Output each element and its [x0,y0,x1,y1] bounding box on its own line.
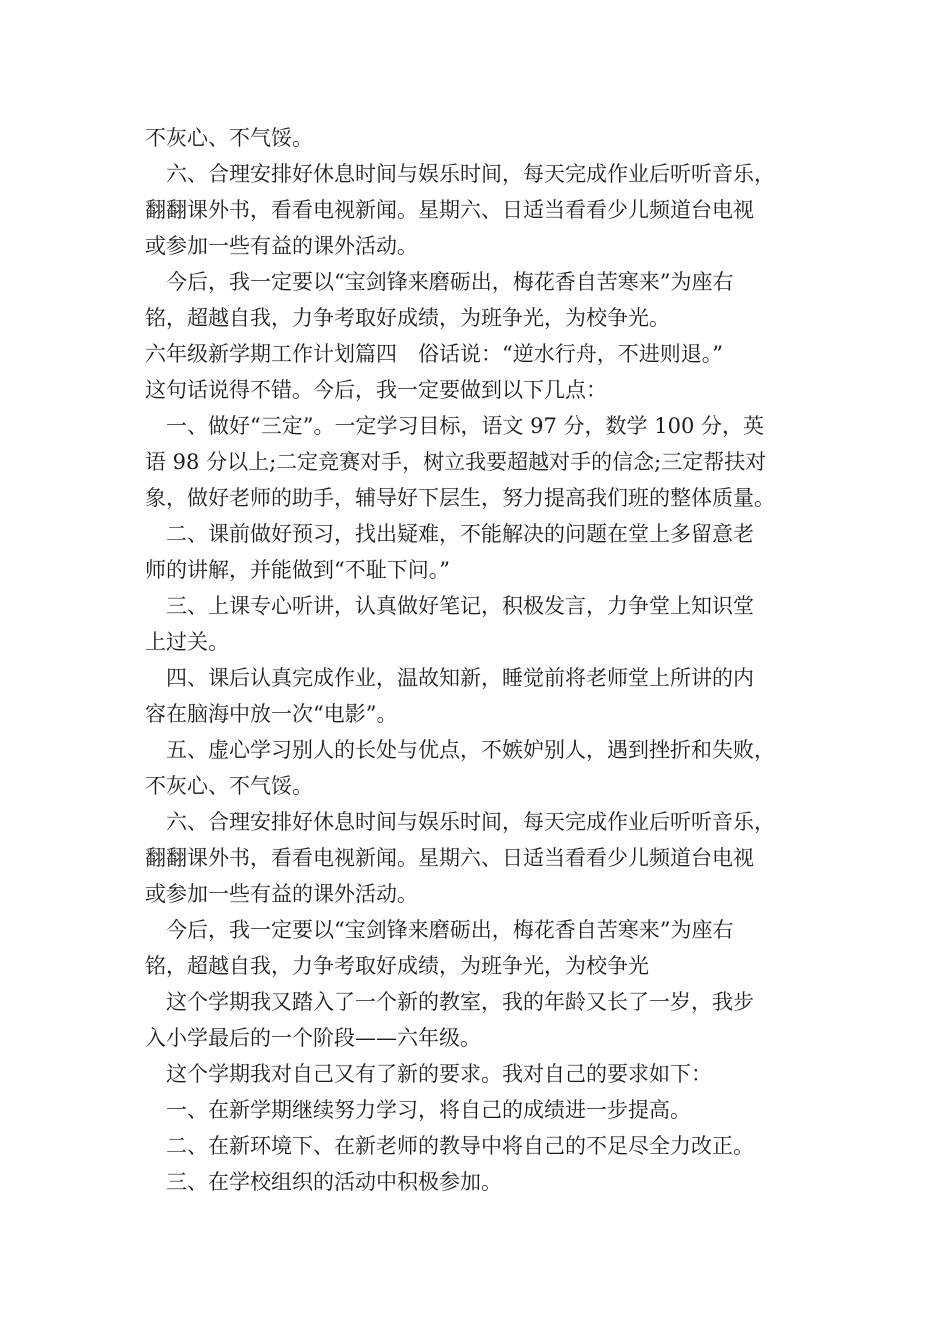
text-line: 今后，我一定要以“宝剑锋来磨砺出，梅花香自苦寒来”为座右 [166,918,734,942]
text-line: 五、虚心学习别人的长处与优点，不嫉妒别人，遇到挫折和失败， [166,738,775,762]
text-line: 这个学期我对自己又有了新的要求。我对自己的要求如下： [166,1062,712,1086]
text-line: 入小学最后的一个阶段——六年级。 [145,1026,481,1050]
text-line: 三、上课专心听讲，认真做好笔记，积极发言，力争堂上知识堂 [166,594,754,618]
text-line: 四、课后认真完成作业，温故知新，睡觉前将老师堂上所讲的内 [166,666,754,690]
text-line: 三、在学校组织的活动中积极参加。 [166,1170,502,1194]
text-line: 翻翻课外书，看看电视新闻。星期六、日适当看看少儿频道台电视 [145,198,754,222]
text-line: 铭，超越自我，力争考取好成绩，为班争光，为校争光。 [145,306,670,330]
text-line: 象，做好老师的助手，辅导好下层生，努力提高我们班的整体质量。 [145,486,775,510]
text-line: 语 98 分以上;二定竞赛对手，树立我要超越对手的信念;三定帮扶对 [145,450,767,474]
text-line: 或参加一些有益的课外活动。 [145,234,418,258]
section-heading-line: 六年级新学期工作计划篇四 俗话说：“逆水行舟，不进则退。” [145,342,723,366]
text-line: 铭，超越自我，力争考取好成绩，为班争光，为校争光 [145,954,649,978]
text-line: 翻翻课外书，看看电视新闻。星期六、日适当看看少儿频道台电视 [145,846,754,870]
text-line: 一、在新学期继续努力学习，将自己的成绩进一步提高。 [166,1098,691,1122]
text-line: 六、合理安排好休息时间与娱乐时间，每天完成作业后听听音乐， [166,810,775,834]
text-line: 二、在新环境下、在新老师的教导中将自己的不足尽全力改正。 [166,1134,754,1158]
text-line: 这句话说得不错。今后，我一定要做到以下几点： [145,378,607,402]
text-line: 不灰心、不气馁。 [145,774,313,798]
document-body [145,120,845,1200]
text-line: 二、课前做好预习，找出疑难，不能解决的问题在堂上多留意老 [166,522,754,546]
text-line: 或参加一些有益的课外活动。 [145,882,418,906]
text-line: 今后，我一定要以“宝剑锋来磨砺出，梅花香自苦寒来”为座右 [166,270,734,294]
text-line: 不灰心、不气馁。 [145,126,313,150]
text-line: 师的讲解，并能做到“不耻下问。” [145,558,450,582]
text-line: 上过关。 [145,630,229,654]
text-line: 这个学期我又踏入了一个新的教室，我的年龄又长了一岁，我步 [166,990,754,1014]
text-line: 容在脑海中放一次“电影”。 [145,702,398,726]
text-line: 一、做好“三定”。一定学习目标，语文 97 分，数学 100 分，英 [166,414,764,438]
text-line: 六、合理安排好休息时间与娱乐时间，每天完成作业后听听音乐， [166,162,775,186]
